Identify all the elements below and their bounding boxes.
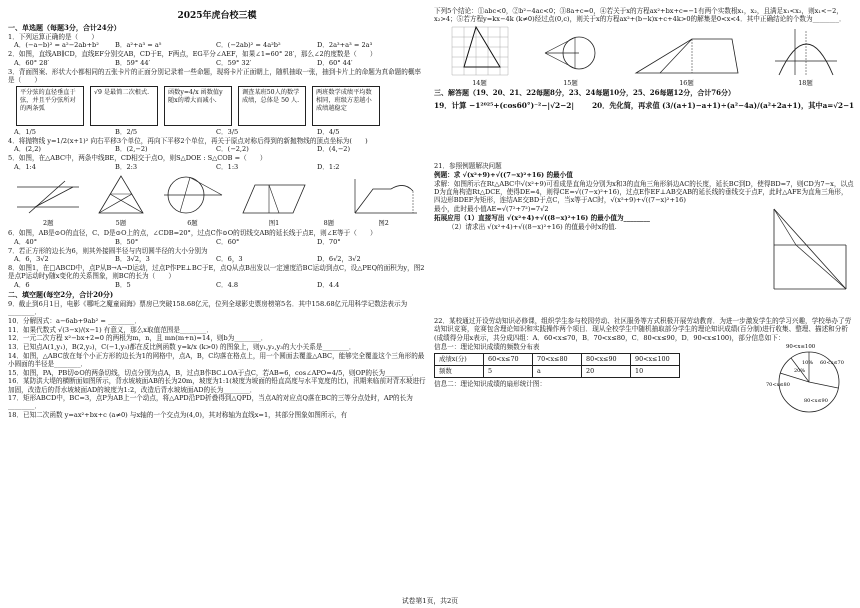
q5-option-b: B．2:3: [115, 162, 138, 171]
table-cell: 20: [582, 366, 631, 378]
figure-q5: [96, 173, 146, 227]
q21-text-block: [434, 205, 754, 297]
q4-option-b: B．(2,−2): [115, 145, 148, 154]
q14-stem: 14．如图，△ABC放在每个小正方形的边长为1的网格中，点A，B，C均落在格点上，用一个圆面去覆盖△ABC，能够完全覆盖这个三角形的最小圆面的半径是________．: [8, 351, 425, 368]
q3-card-1: 平分弦的直径垂直于弦，并且平分弦所对的两条弧: [16, 86, 84, 126]
q7-options: [8, 255, 426, 263]
parabola-diagram: [773, 27, 839, 77]
answer-space-2: [434, 297, 854, 317]
q21-extension-2: （2）请求出 √(x²+4)+√((8−x)²+16) 的值最小时x的值.: [448, 222, 617, 231]
q20-stem: 20．先化简，再求值 (3/(a+1)−a+1)÷(a²−4a)/(a²+2a+1)，其中a=√2−1: [592, 100, 854, 110]
figure-q6-caption: 6题: [187, 219, 198, 228]
table-header-cell: 70<x≤80: [533, 354, 582, 366]
page-title: 2025年虎台校三模: [177, 11, 257, 21]
q3-card-4: 调查某班50人的数学成绩，总体是 50 人.: [238, 86, 306, 126]
triangle-medians-diagram: [96, 173, 146, 217]
q13-stem: 13．已知点A(1,y₁)，B(2,y₂)，C(−1,y₃)都在反比例函数 y=k/x (k>0) 的图象上，则y₁,y₂,y₃的大小关系是________．: [8, 342, 356, 351]
q6-stem: 6．如图，AB是⊙O的直径，C、D是⊙O上的点，∠CDB=20°，过点C作⊙O的切线交AB的延长线于点E，则∠E等于（ ）: [8, 229, 377, 238]
figure-q8-1: [239, 181, 309, 227]
q10-stem: 10．分解因式：a−6ab+9ab² = ________．: [8, 316, 141, 325]
figure-q2: [15, 177, 81, 227]
q7-option-c: C．6，3: [216, 255, 243, 264]
q18-continued: 下列5个结论：①abc<0，②b²−4ac<0；③8a+c=0，④若关于x的方程ax²+bx+c=−1有两个实数根x₁，x₂，且满足x₁<x₂，则x₁<−2，x₂>4；⑤若方程y=kx−4k (k≠0)经过点(0,c)，则关于x的方程ax²+(b−k)x+c+4k>0的解集是0<x<4．其中正确结论的个数为________．: [434, 6, 846, 23]
figure-q8-2: [349, 177, 419, 227]
q4-option-c: C．(−2,2): [216, 145, 249, 154]
parallel-lines-diagram: [15, 177, 81, 217]
pie-label-20pct: 20%: [794, 368, 806, 375]
pie-label-10pct: 10%: [802, 360, 814, 367]
q4-option-a: A．(2,2): [14, 145, 41, 154]
embankment-diagram: [632, 33, 742, 77]
q4-options: [8, 145, 426, 153]
q21-solution: 求解：如图所示在Rt△ABC中√(x²+9)可看成是直角边分别为x和3的直角三角形斜边AC的长度，延长BC到D，使得BD=7，则CD为7−x，以点D为直角构造Rt△DCE，使得DE=4，则得CE=√((7−x)²+16)，过点E作EF⊥AB交AB的延长线的垂线交于点F，此时△AFE为直角三角形，四边形BDEF为矩形，连结AE交BD于点C，当x等于AC时，√(x²+9)+√((7−x)²+16): [434, 179, 854, 205]
q19-q20-row: [434, 102, 854, 110]
q3-stem: 3．背面图案、形状大小都相同的五张卡片的正面分别记录着一些命题，现将卡片正面朝上，随机抽取一张，抽到卡片上的命题为真命题的概率是（ ）: [8, 67, 422, 84]
q8-option-a: A．6: [14, 281, 30, 290]
frequency-table: [434, 353, 680, 378]
figure-q18-caption: 18题: [798, 79, 813, 88]
table-header-cell: 成绩x(分): [435, 354, 484, 366]
q6-option-b: B．50°: [115, 238, 139, 247]
figure-q14-caption: 14题: [472, 79, 487, 88]
q22-body: [434, 342, 854, 416]
q3-option-a: A．1/5: [14, 127, 36, 136]
q17-stem: 17．矩形ABCD中，BC=3，点P为AB上一个动点，将△APD沿PD折叠得到△QPD，当点A的对应点Q落在BC的三等分点处时，AP的长为________．: [8, 394, 413, 411]
table-header-row: [435, 354, 680, 366]
right-figures-row: [434, 25, 854, 87]
tangent-circle-diagram: [541, 29, 601, 77]
q3-options: [8, 128, 426, 136]
q1-stem: 1．下列运算正确的是（ ）: [8, 32, 98, 41]
q1-options: [8, 41, 426, 49]
figure-q14: [450, 25, 510, 87]
section-2-heading: 二、填空题(每空2分，合计20分): [8, 290, 114, 300]
q11-stem: 11．如果代数式 √(3−x)/(x−1) 有意义，那么x取值范围是________．: [8, 325, 213, 334]
q18-stem: 18．已知二次函数 y=ax²+bx+c (a≠0) 与x轴的一个交点为(4,0)，其对称轴为直线x=1，其部分图象如图所示，有: [8, 411, 348, 420]
table-cell: 10: [631, 366, 680, 378]
parallelogram-diagram: [239, 181, 309, 217]
q4-option-d: D．(4,−2): [317, 145, 351, 154]
q16-stem: 16．某防洪大堤的横断面如图所示，背水坡坡面AB的长为20m，坡度为1:1(坡度为坡面的铅直高度与水平宽度的比)，汛期来临前对背水坡进行加固，改造后的背水坡坡面AD的坡度为1:2，改造后背水坡坡面AD的长为________．: [8, 377, 426, 394]
figure-q15-caption: 15题: [563, 79, 578, 88]
q1-option-d: D．2a³+a³ = 2a³: [317, 41, 373, 50]
q8-options: [8, 281, 426, 289]
table-cell: 频数: [435, 366, 484, 378]
q4-stem: 4．将抛物线 y=1/2(x+1)² 向右平移3个单位，再向下平移2个单位，再关于原点对称后得到的新抛物线的顶点坐标为( ): [8, 136, 368, 145]
q21-body: [434, 205, 854, 297]
q9-stem: 9．截止到6月1日，电影《哪吒之魔童闹海》票房已突破158.68亿元，位列全球影史票房榜第5名．其中158.68亿元用科学记数法表示为________．: [8, 299, 408, 317]
right-column: [434, 6, 854, 416]
q2-option-c: C．59° 32′: [216, 58, 252, 67]
q22-info-2: 信息二：理论知识成绩的扇形统计图：: [434, 380, 547, 389]
q21-intro: 21．参照例题解决问题: [434, 162, 502, 171]
q5-options: [8, 163, 426, 171]
figure-q8-label: [324, 183, 334, 227]
figure-q16-caption: 16题: [679, 79, 694, 88]
figure-q5-caption: 5题: [115, 219, 127, 228]
pie-chart: [764, 342, 854, 416]
q6-option-d: D．70°: [317, 238, 341, 247]
q8-stem: 8．如图1，在□ABCD中，点P从B→A→D运动，过点P作PE⊥BC于E，点Q从点B出发以一定速度沿BC运动到点C，设△PEQ的面积为y，图2是点P运动时y随x变化的关系图象，则BC的长为（ ）: [8, 264, 425, 281]
q2-options: [8, 59, 426, 67]
q2-option-a: A．60° 28′: [14, 58, 50, 67]
q6-option-a: A．40°: [14, 238, 38, 247]
pie-label-a: 60<x≤70: [820, 360, 844, 367]
q3-option-b: B．2/5: [115, 127, 138, 136]
figure-q8-1-caption: 图1: [268, 219, 280, 228]
circle-tangent-diagram: [160, 173, 224, 217]
q3-option-d: D．4/5: [317, 127, 340, 136]
q1-option-a: A．(−a−b)² = a²−2ab+b²: [14, 41, 99, 50]
pie-label-d: 90<x≤100: [786, 344, 816, 351]
left-figures-row: [8, 173, 426, 227]
q1-option-c: C．(−2ab)² = 4a²b²: [216, 41, 281, 50]
table-header-cell: 80<x≤90: [582, 354, 631, 366]
page-footer: 试卷第1页，共2页: [401, 597, 459, 605]
grid-triangle-diagram: [450, 25, 510, 77]
q21-example: 例题：求 √(x²+9)+√((7−x)²+16) 的最小值: [434, 170, 573, 179]
q21-extension-1: 拓展应用（1）直接写出 √(x²+4)+√((8−x)²+16) 的最小值为________: [434, 213, 650, 222]
q2-option-d: D．60° 44′: [317, 58, 353, 67]
figure-q18: [773, 27, 839, 87]
q3-card-5: 两班数学成绩平均数相同，班级方差越小成绩越稳定: [312, 86, 380, 126]
q19-stem: 19．计算 −1²⁰²⁵+(cos60°)⁻²−|√2−2|: [434, 100, 575, 110]
section-3-heading: 三、解答题（19、20、21、22每题8分，23、24每题10分，25、26每题12分，合计76分）: [434, 88, 736, 98]
q2-option-b: B．59° 44′: [115, 58, 151, 67]
q15-stem: 15．如图，PA，PB切⊙O的两条切线，切点分别为点A，B，过点B作BC⊥OA于点C，若AB=6，cos∠APO=4/5，则OP的长为________．: [8, 368, 419, 377]
figure-q16: [632, 33, 742, 87]
q3-cards: [16, 86, 426, 126]
figure-q15: [541, 29, 601, 87]
figure-q2-caption: 2题: [43, 219, 54, 228]
figure-q6: [160, 173, 224, 227]
q2-stem: 2．如图，直线AB∥CD，直线EF分别交AB，CD于E，F两点，EG平分∠AEF，如果∠1=60° 28′，那么∠2的度数是（ ）: [8, 50, 377, 59]
q5-option-a: A．1:4: [14, 162, 36, 171]
table-header-cell: 60<x≤70: [484, 354, 533, 366]
q5-option-c: C．1:3: [216, 162, 239, 171]
table-row: [435, 366, 680, 378]
q5-stem: 5．如图，在△ABC中，两条中线BE，CD相交于点O，则S△DOE : S△COB =（ ）: [8, 154, 267, 163]
q21-solution-min: 最小，此时最小值AE=√(7²+7²)=7√2: [434, 205, 549, 214]
q1-option-b: B．a²+a³ = a⁵: [115, 41, 162, 50]
function-graph-diagram: [349, 177, 419, 217]
q7-stem: 7．若正方形的边长为6，则其外接圆半径与内切圆半径的大小分别为: [8, 246, 208, 255]
table-cell: a: [533, 366, 582, 378]
left-column: [8, 6, 426, 420]
section-1-heading: 一、单选题（每题3分，合计24分）: [8, 23, 121, 32]
q22-info-1: 信息一：理论知识成绩的频数分布表: [434, 342, 540, 351]
answer-space: [434, 132, 854, 162]
q22-table-block: [434, 342, 680, 388]
q6-option-c: C．60°: [216, 238, 240, 247]
q3-card-3: 函数y=4/x 函数值y随x的增大而减小.: [164, 86, 232, 126]
q8-option-b: B．5: [115, 281, 131, 290]
figure-q8-caption: 8题: [323, 219, 335, 228]
figure-q8-2-caption: 图2: [378, 219, 389, 228]
table-header-cell: 90<x≤100: [631, 354, 680, 366]
q8-option-c: C．4.8: [216, 281, 239, 290]
q7-option-d: D．6√2，3√2: [317, 255, 361, 264]
q8-option-d: D．4.4: [317, 281, 340, 290]
q3-option-c: C．3/5: [216, 127, 239, 136]
table-cell: 5: [484, 366, 533, 378]
q22-stem: 22．某校通过开设劳动知识必修课，组织学生参与校园劳动、社区服务等方式积极开展劳动教育．为进一步激发学生的学习兴趣，学校举办了劳动知识竞赛，竞赛包含理论知识和实践操作两个项目．现从全校学生中随机抽取部分学生的理论知识成绩(百分制)进行收集、整理、描述和分析(成绩得分用x表示，共分成四组：A．60<x≤70，B．70<x≤80，C．80<x≤90，D．90<x≤100)，部分信息如下：: [434, 317, 852, 342]
q7-option-b: B．3√2，3: [115, 255, 150, 264]
q7-option-a: A．6，3√2: [14, 255, 49, 264]
q5-option-d: D．1:2: [317, 162, 340, 171]
pie-label-b: 70<x≤80: [766, 382, 790, 389]
q3-card-2: √9 是最简二次根式.: [90, 86, 158, 126]
q6-options: [8, 238, 426, 246]
q12-stem: 12．一元二次方程 x²−bx+2=0 的两根为m，n，且 mn(m+n)=14，则b为________．: [8, 334, 268, 343]
pie-label-c: 80<x≤90: [804, 398, 828, 405]
q21-construction-diagram: [766, 205, 854, 297]
